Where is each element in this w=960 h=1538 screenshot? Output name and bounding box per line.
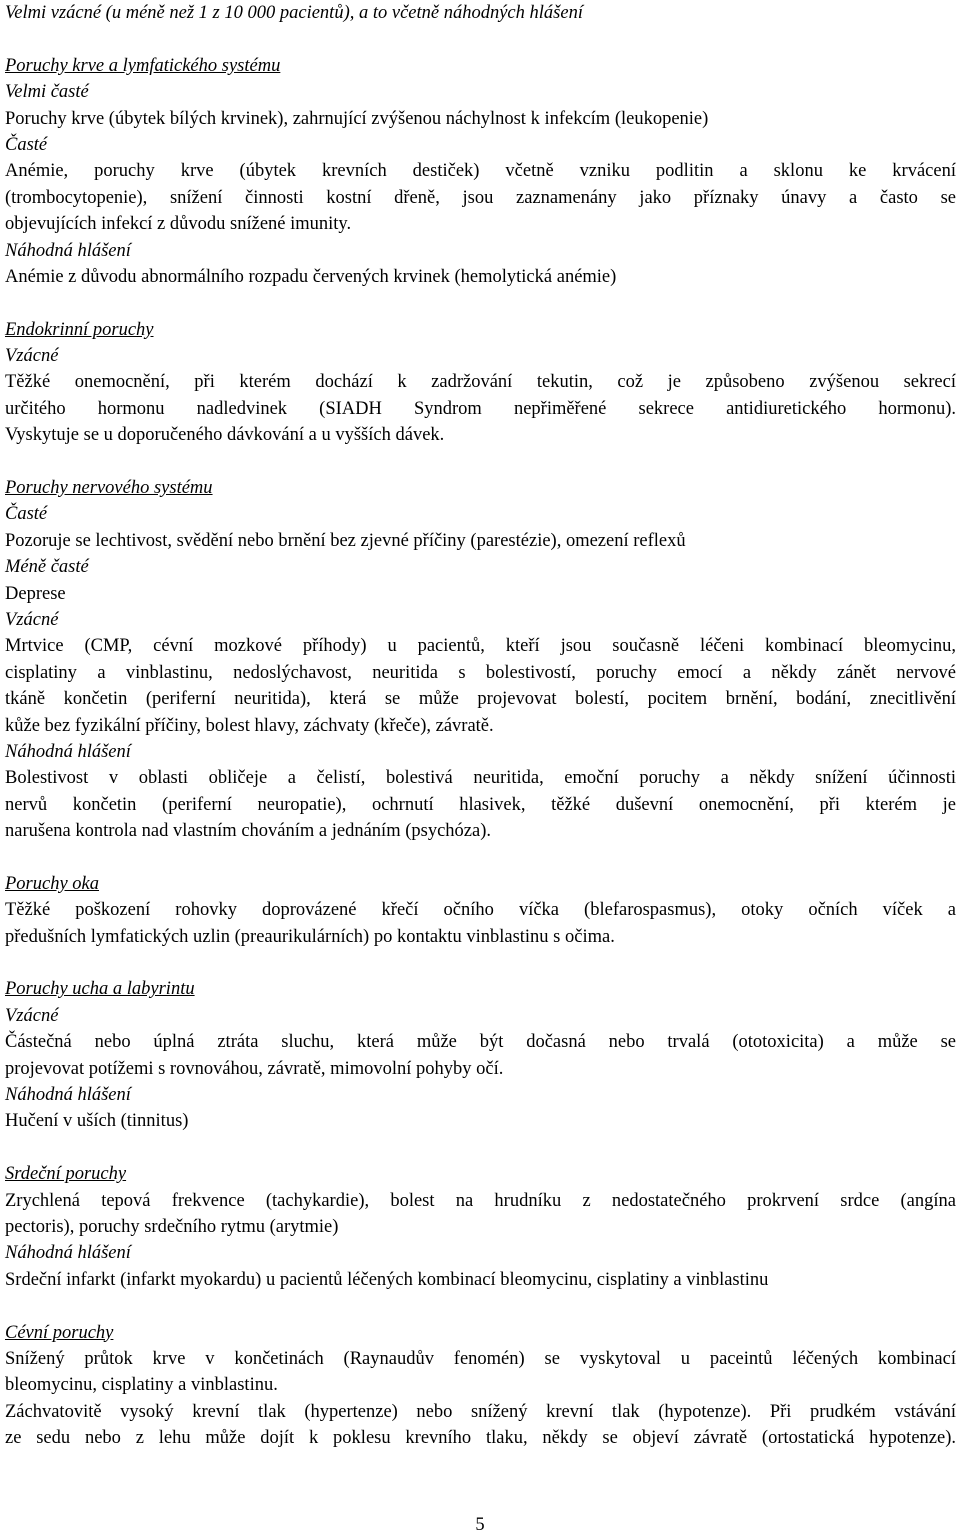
body-text-line: bleomycinu, cisplatiny a vinblastinu. — [5, 1375, 278, 1396]
body-text-line: objevujících infekcí z důvodu snížené imunity. — [5, 214, 352, 235]
body-text-line: Částečná nebo úplná ztráta sluchu, která může být dočasná nebo trvalá (ototoxicita) a může se — [5, 1032, 956, 1053]
frequency-label: Náhodná hlášení — [5, 1243, 131, 1264]
frequency-label: Náhodná hlášení — [5, 741, 131, 762]
section-heading: Endokrinní poruchy — [5, 319, 154, 340]
section-heading: Poruchy krve a lymfatického systému — [5, 55, 281, 76]
body-text-line: Vyskytuje se u doporučeného dávkování a u vyšších dávek. — [5, 425, 445, 446]
section-heading: Srdeční poruchy — [5, 1164, 127, 1185]
body-text-line: Anémie z důvodu abnormálního rozpadu červených krvinek (hemolytická anémie) — [5, 266, 617, 287]
frequency-label: Vzácné — [5, 346, 59, 367]
blank-line — [5, 449, 956, 475]
section-heading: Poruchy ucha a labyrintu — [5, 979, 195, 1000]
blank-line — [5, 950, 956, 976]
body-text-line: narušena kontrola nad vlastním chováním a jednáním (psychóza). — [5, 821, 491, 842]
frequency-label: Náhodná hlášení — [5, 240, 131, 261]
frequency-label: Časté — [5, 134, 48, 155]
body-text-line: Poruchy krve (úbytek bílých krvinek), zahrnující zvýšenou náchylnost k infekcím (leukopenie) — [5, 108, 709, 129]
body-text-line: předušních lymfatických uzlin (preaurikulárních) po kontaktu vinblastinu s očima. — [5, 926, 615, 947]
body-text-line: Anémie, poruchy krve (úbytek krevních destiček) včetně vzniku podlitin a sklonu ke krvácení — [5, 161, 956, 182]
body-text-line: projevovat potížemi s rovnováhou, závratě, mimovolní pohyby očí. — [5, 1058, 504, 1079]
body-text-line: tkáně končetin (periferní neuritida), která se může projevovat bolestí, pocitem brnění, bodání, znecitlivění — [5, 689, 956, 710]
section-heading: Poruchy oka — [5, 873, 100, 894]
blank-line — [5, 290, 956, 316]
body-text-line: určitého hormonu nadledvinek (SIADH Syndrom nepřiměřené sekrece antidiuretického hormonu). — [5, 398, 956, 419]
document-body — [5, 0, 956, 1451]
body-text-line: Těžké poškození rohovky doprovázené křečí očního víčka (blefarospasmus), otoky očních víček a — [5, 900, 956, 921]
blank-line — [5, 845, 956, 871]
frequency-label: Vzácné — [5, 1005, 59, 1026]
body-text-line: ze sedu nebo z lehu může dojít k poklesu krevního tlaku, někdy se objeví závratě (ortostatická hypotenze). — [5, 1428, 956, 1449]
frequency-label: Náhodná hlášení — [5, 1085, 131, 1106]
frequency-label: Méně časté — [5, 557, 89, 578]
blank-line — [5, 26, 956, 52]
body-text-line: nervů končetin (periferní neuropatie), ochrnutí hlasivek, těžké duševní onemocnění, při kterém je — [5, 794, 956, 815]
body-text-line: (trombocytopenie), snížení činnosti kostní dřeně, jsou zaznamenány jako příznaky únavy a často se — [5, 187, 956, 208]
frequency-label: Velmi časté — [5, 82, 89, 103]
body-text-line: Srdeční infarkt (infarkt myokardu) u pacientů léčených kombinací bleomycinu, cisplatiny a vinblastinu — [5, 1269, 769, 1290]
blank-line — [5, 1293, 956, 1319]
page-number: 5 — [475, 1515, 485, 1535]
body-text-line: Bolestivost v oblasti obličeje a čelistí, bolestivá neuritida, emoční poruchy a někdy snížení účinnosti — [5, 768, 956, 789]
blank-line — [5, 1135, 956, 1161]
body-text-line: Těžké onemocnění, při kterém dochází k zadržování tekutin, což je způsobeno zvýšenou sekrecí — [5, 372, 956, 393]
frequency-label: Vzácné — [5, 609, 59, 630]
body-text-line: Zrychlená tepová frekvence (tachykardie), bolest na hrudníku z nedostatečného prokrvení srdce (angína — [5, 1190, 956, 1211]
body-text-line: cisplatiny a vinblastinu, nedoslýchavost, neuritida s bolestivostí, poruchy emocí a někdy zánět nervové — [5, 662, 956, 683]
body-text-line: Deprese — [5, 583, 66, 604]
body-text-line: pectoris), poruchy srdečního rytmu (arytmie) — [5, 1216, 339, 1237]
body-text-line: kůže bez fyzikální příčiny, bolest hlavy, záchvaty (křeče), závratě. — [5, 715, 494, 736]
section-heading: Cévní poruchy — [5, 1322, 114, 1343]
body-text-line: Záchvatovitě vysoký krevní tlak (hypertenze) nebo snížený krevní tlak (hypotenze). Při prudkém vstávání — [5, 1401, 956, 1422]
body-text-line: Snížený průtok krve v končetinách (Raynaudův fenomén) se vyskytoval u paceintů léčených kombinací — [5, 1348, 956, 1369]
section-heading: Poruchy nervového systému — [5, 478, 213, 499]
frequency-label: Časté — [5, 504, 48, 525]
body-text-line: Hučení v uších (tinnitus) — [5, 1111, 189, 1132]
frequency-label: Velmi vzácné (u méně než 1 z 10 000 pacientů), a to včetně náhodných hlášení — [5, 3, 583, 23]
body-text-line: Mrtvice (CMP, cévní mozkové příhody) u pacientů, kteří jsou současně léčeni kombinací bleomycinu, — [5, 636, 956, 657]
body-text-line: Pozoruje se lechtivost, svědění nebo brnění bez zjevné příčiny (parestézie), omezení reflexů — [5, 530, 686, 551]
